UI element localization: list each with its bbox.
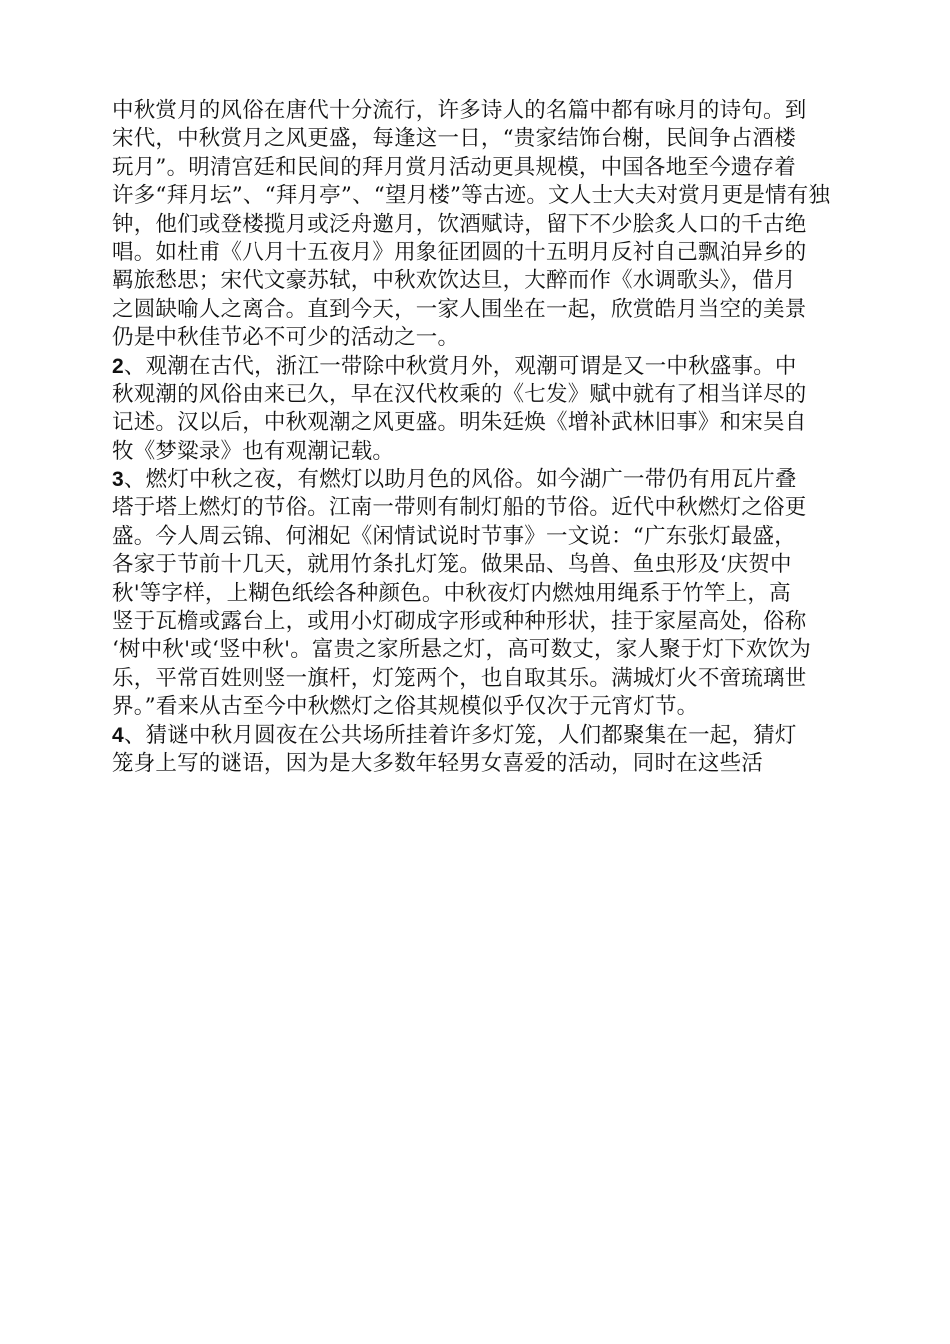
paragraph-tide-watching	[112, 353, 872, 467]
text-line: 宋代，中秋赏月之风更盛，每逢这一日，“贵家结饰台榭，民间争占酒楼	[112, 126, 796, 152]
text-line: 笼身上写的谜语，因为是大多数年轻男女喜爱的活动，同时在这些活	[112, 750, 764, 776]
text-line: 竖于瓦檐或露台上，或用小灯砌成字形或种种形状，挂于家屋高处，俗称	[112, 609, 807, 635]
text-line: 仍是中秋佳节必不可少的活动之一。	[112, 325, 460, 351]
paragraph-lantern-lighting	[112, 466, 872, 722]
text-line: 各家于节前十几天，就用竹条扎灯笼。做果品、鸟兽、鱼虫形及‘庆贺中	[112, 552, 792, 578]
paragraph-riddle-guessing	[112, 722, 872, 779]
text-line: 乐，平常百姓则竖一旗杆，灯笼两个，也自取其乐。满城灯火不啻琉璃世	[112, 665, 807, 691]
item-number: 3	[112, 468, 124, 492]
text-line: 盛。今人周云锦、何湘妃《闲情试说时节事》一文说：“广东张灯最盛，	[112, 523, 796, 549]
text-line: 秋'等字样，上糊色纸绘各种颜色。中秋夜灯内燃烛用绳系于竹竿上，高	[112, 580, 791, 606]
text-line: 塔于塔上燃灯的节俗。江南一带则有制灯船的节俗。近代中秋燃灯之俗更	[112, 495, 807, 521]
text-line: 钟，他们或登楼揽月或泛舟邀月，饮酒赋诗，留下不少脍炙人口的千古绝	[112, 211, 807, 237]
text-line: 秋观潮的风俗由来已久，早在汉代枚乘的《七发》赋中就有了相当详尽的	[112, 381, 807, 407]
text-line: 之圆缺喻人之离合。直到今天，一家人围坐在一起，欣赏皓月当空的美景	[112, 296, 807, 322]
text-line: 记述。汉以后，中秋观潮之风更盛。明朱廷焕《增补武林旧事》和宋吴自	[112, 410, 807, 436]
document-page	[112, 97, 872, 778]
item-number: 2	[112, 354, 124, 378]
text-line: 牧《梦粱录》也有观潮记载。	[112, 438, 395, 464]
text-line: 玩月”。明清宫廷和民间的拜月赏月活动更具规模，中国各地至今遗存着	[112, 154, 796, 180]
item-text: 、猜谜中秋月圆夜在公共场所挂着许多灯笼，人们都聚集在一起，猜灯	[123, 722, 797, 748]
text-line: 界。”看来从古至今中秋燃灯之俗其规模似乎仅次于元宵灯节。	[112, 694, 699, 720]
item-number: 4	[112, 723, 124, 747]
text-line: 中秋赏月的风俗在唐代十分流行，许多诗人的名篇中都有咏月的诗句。到	[112, 98, 807, 123]
text-line	[112, 353, 872, 381]
item-text: 、燃灯中秋之夜，有燃灯以助月色的风俗。如今湖广一带仍有用瓦片叠	[123, 467, 797, 493]
text-line: 唱。如杜甫《八月十五夜月》用象征团圆的十五明月反衬自己飘泊异乡的	[112, 239, 807, 265]
item-text: 、观潮在古代，浙江一带除中秋赏月外，观潮可谓是又一中秋盛事。中	[123, 353, 797, 379]
text-line	[112, 466, 872, 494]
text-line: ‘树中秋'或‘竖中秋'。富贵之家所悬之灯，高可数丈，家人聚于灯下欢饮为	[112, 637, 811, 663]
text-line: 许多“拜月坛”、“拜月亭”、“望月楼”等古迹。文人士大夫对赏月更是情有独	[112, 183, 831, 209]
paragraph-moon-viewing	[112, 97, 872, 353]
text-line: 羁旅愁思；宋代文豪苏轼，中秋欢饮达旦，大醉而作《水调歌头》，借月	[112, 268, 796, 294]
text-line	[112, 722, 872, 750]
